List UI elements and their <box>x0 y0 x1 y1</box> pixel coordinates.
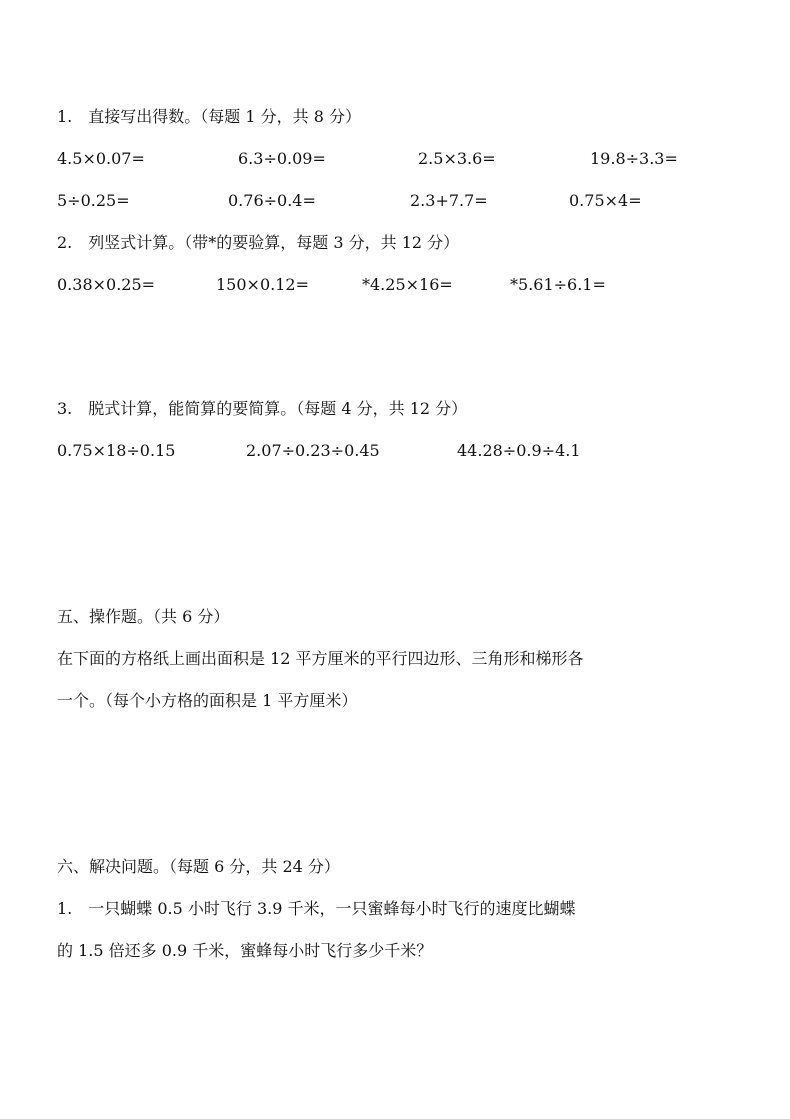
q3-title: 3. 脱式计算，能简算的要简算。（每题 4 分，共 12 分） <box>57 399 468 418</box>
s5-title: 五、操作题。（共 6 分） <box>57 607 230 626</box>
q2-problem-4: *5.61÷6.1= <box>510 275 606 294</box>
q1-problem-7: 2.3+7.7= <box>410 191 488 210</box>
q1-problem-1: 4.5×0.07= <box>57 149 145 168</box>
s6-problem-1-line-1: 1. 一只蝴蝶 0.5 小时飞行 3.9 千米，一只蜜蜂每小时飞行的速度比蝴蝶 <box>57 899 576 918</box>
q2-problem-2: 150×0.12= <box>216 275 309 294</box>
s6-problem-1-line-2: 的 1.5 倍还多 0.9 千米，蜜蜂每小时飞行多少千米？ <box>57 941 433 960</box>
q3-problem-1: 0.75×18÷0.15 <box>57 441 176 460</box>
q1-problem-6: 0.76÷0.4= <box>228 191 316 210</box>
q2-problem-3: *4.25×16= <box>362 275 453 294</box>
q3-problem-3: 44.28÷0.9÷4.1 <box>457 441 581 460</box>
q1-problem-3: 2.5×3.6= <box>418 149 496 168</box>
q2-title: 2. 列竖式计算。（带*的要验算，每题 3 分，共 12 分） <box>57 233 460 252</box>
q1-title: 1. 直接写出得数。（每题 1 分，共 8 分） <box>57 107 361 126</box>
q1-problem-2: 6.3÷0.09= <box>238 149 326 168</box>
q1-problem-8: 0.75×4= <box>569 191 642 210</box>
q1-problem-4: 19.8÷3.3= <box>590 149 678 168</box>
q2-problem-1: 0.38×0.25= <box>57 275 156 294</box>
s5-text-line-1: 在下面的方格纸上画出面积是 12 平方厘米的平行四边形、三角形和梯形各 <box>57 649 584 668</box>
q3-problem-2: 2.07÷0.23÷0.45 <box>246 441 380 460</box>
q1-problem-5: 5÷0.25= <box>57 191 130 210</box>
s6-title: 六、解决问题。（每题 6 分，共 24 分） <box>57 857 340 876</box>
s5-text-line-2: 一个。（每个小方格的面积是 1 平方厘米） <box>57 691 358 710</box>
